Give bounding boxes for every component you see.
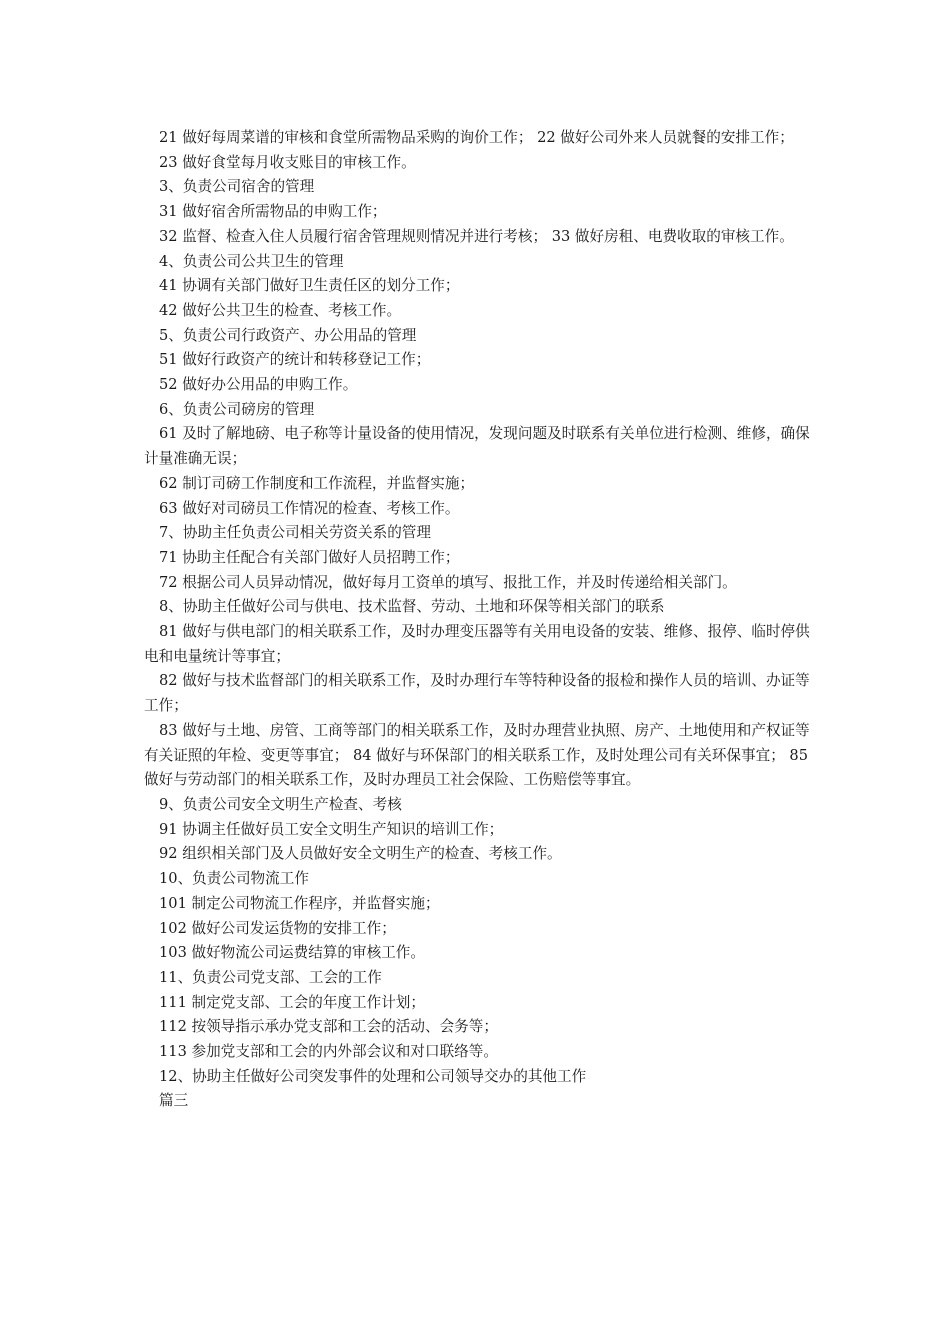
paragraph: 83 做好与土地、房管、工商等部门的相关联系工作，及时办理营业执照、房产、土地使用和产权证等有关证照的年检、变更等事宜； 84 做好与环保部门的相关联系工作，及时处理公司有关环保事宜； 85 做好与劳动部门的相关联系工作，及时办理员工社会保险、工伤赔偿等事宜。 [144, 721, 810, 789]
paragraph: 31 做好宿舍所需物品的申购工作； [159, 203, 387, 221]
document-body [144, 126, 824, 1114]
section-heading: 6、负责公司磅房的管理 [159, 400, 315, 418]
paragraph: 41 协调有关部门做好卫生责任区的划分工作； [159, 277, 460, 295]
paragraph: 61 及时了解地磅、电子称等计量设备的使用情况，发现问题及时联系有关单位进行检测、维修，确保计量准确无误； [144, 425, 810, 468]
paragraph: 82 做好与技术监督部门的相关联系工作，及时办理行车等特种设备的报检和操作人员的培训、办证等工作； [144, 672, 810, 715]
paragraph: 81 做好与供电部门的相关联系工作，及时办理变压器等有关用电设备的安装、维修、报停、临时停供电和电量统计等事宜； [144, 623, 810, 665]
section-heading: 12、协助主任做好公司突发事件的处理和公司领导交办的其他工作 [159, 1067, 587, 1085]
section-heading: 8、协助主任做好公司与供电、技术监督、劳动、土地和环保等相关部门的联系 [159, 598, 665, 616]
section-heading: 7、协助主任负责公司相关劳资关系的管理 [159, 524, 431, 542]
section-heading: 3、负责公司宿舍的管理 [159, 178, 315, 196]
paragraph: 111 制定党支部、工会的年度工作计划； [159, 993, 425, 1011]
paragraph: 62 制订司磅工作制度和工作流程，并监督实施； [159, 474, 475, 492]
paragraph: 52 做好办公用品的申购工作。 [159, 376, 358, 394]
section-heading: 5、负责公司行政资产、办公用品的管理 [159, 326, 417, 344]
section-heading: 11、负责公司党支部、工会的工作 [159, 968, 382, 986]
paragraph: 72 根据公司人员异动情况，做好每月工资单的填写、报批工作，并及时传递给相关部门。 [159, 573, 737, 591]
paragraph: 102 做好公司发运货物的安排工作； [159, 919, 396, 937]
paragraph: 71 协助主任配合有关部门做好人员招聘工作； [159, 548, 460, 566]
paragraph: 42 做好公共卫生的检查、考核工作。 [159, 301, 402, 319]
paragraph: 101 制定公司物流工作程序，并监督实施； [159, 894, 440, 912]
paragraph: 51 做好行政资产的统计和转移登记工作； [159, 351, 431, 369]
section-heading: 10、负责公司物流工作 [159, 870, 309, 888]
paragraph: 113 参加党支部和工会的内外部会议和对口联络等。 [159, 1043, 498, 1061]
paragraph: 92 组织相关部门及人员做好安全文明生产的检查、考核工作。 [159, 845, 562, 863]
section-heading: 9、负责公司安全文明生产检查、考核 [159, 795, 402, 813]
paragraph: 91 协调主任做好员工安全文明生产知识的培训工作； [159, 820, 504, 838]
paragraph: 103 做好物流公司运费结算的审核工作。 [159, 944, 425, 962]
paragraph: 63 做好对司磅员工作情况的检查、考核工作。 [159, 499, 460, 517]
paragraph: 32 监督、检查入住人员履行宿舍管理规则情况并进行考核； 33 做好房租、电费收取的审核工作。 [159, 227, 794, 245]
section-heading: 4、负责公司公共卫生的管理 [159, 252, 344, 270]
paragraph: 112 按领导指示承办党支部和工会的活动、会务等； [159, 1018, 498, 1036]
paragraph: 23 做好食堂每月收支账目的审核工作。 [159, 153, 416, 171]
paragraph: 21 做好每周菜谱的审核和食堂所需物品采购的询价工作； 22 做好公司外来人员就餐的安排工作； [159, 129, 794, 146]
part-heading: 篇三 [159, 1092, 189, 1110]
